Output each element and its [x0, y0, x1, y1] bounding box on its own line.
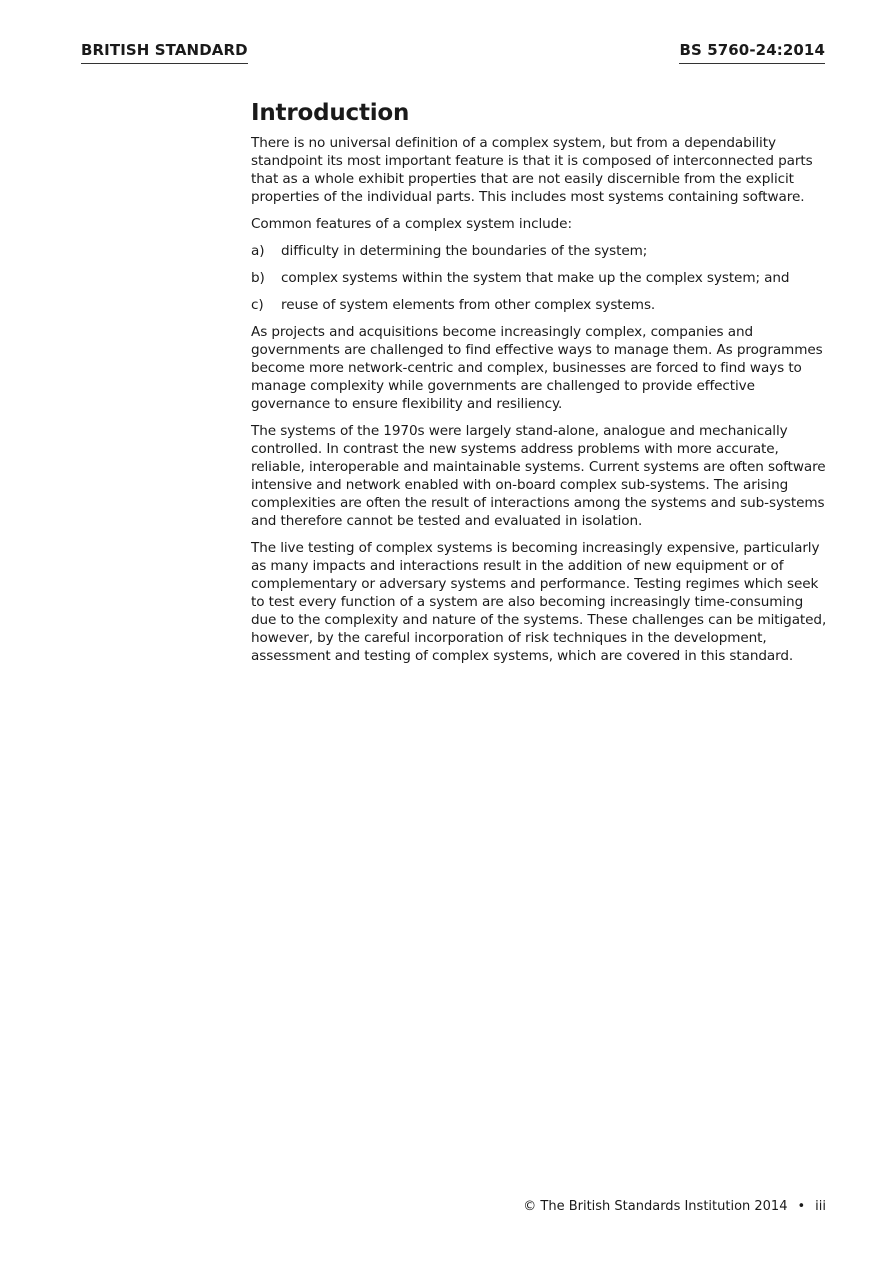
page-number: iii	[815, 1199, 826, 1214]
list-item	[251, 269, 829, 287]
list-marker: b)	[251, 270, 265, 286]
list-marker: c)	[251, 297, 264, 313]
paragraph-1970s-systems: The systems of the 1970s were largely stand-alone, analogue and mechanically controlled. In contrast the new systems address problems with more accurate, reliable, interoperable and maintainable systems. Current systems are often software intensive and network enabled with on-board complex sub-systems. The arising complexities are often the result of interactions among the systems and sub-systems and therefore cannot be tested and evaluated in isolation.	[251, 423, 826, 529]
page-footer	[523, 1198, 826, 1216]
paragraph-live-testing: The live testing of complex systems is becoming increasingly expensive, particularly as many impacts and interactions result in the addition of new equipment or of complementary or adversary systems and performance. Testing regimes which seek to test every function of a system are also becoming increasingly time-consuming due to the complexity and nature of the systems. These challenges can be mitigated, however, by the careful incorporation of risk techniques in the development, assessment and testing of complex systems, which are covered in this standard.	[251, 540, 827, 664]
paragraph-projects: As projects and acquisitions become increasingly complex, companies and governments are challenged to find effective ways to manage them. As programmes become more network-centric and complex, businesses are forced to find ways to manage complexity while governments are challenged to provide effective governance to ensure flexibility and resiliency.	[251, 324, 823, 412]
header-standard-number: BS 5760-24:2014	[679, 40, 825, 64]
list-text: reuse of system elements from other complex systems.	[281, 297, 656, 313]
list-item	[251, 242, 829, 260]
paragraph-definition: There is no universal definition of a complex system, but from a dependability standpoint its most important feature is that it is composed of interconnected parts that as a whole exhibit properties that are not easily discernible from the explicit properties of the individual parts. This includes most systems containing software.	[251, 135, 813, 205]
list-marker: a)	[251, 243, 265, 259]
copyright-notice: © The British Standards Institution 2014	[523, 1199, 788, 1214]
section-title: Introduction	[251, 100, 410, 126]
header-standard-label: BRITISH STANDARD	[81, 40, 248, 64]
paragraph-features-intro: Common features of a complex system include:	[251, 216, 572, 232]
bullet-separator: •	[797, 1199, 806, 1214]
list-text: difficulty in determining the boundaries of the system;	[281, 243, 648, 259]
list-item	[251, 296, 829, 314]
list-text: complex systems within the system that make up the complex system; and	[281, 270, 790, 286]
main-content	[251, 98, 829, 674]
